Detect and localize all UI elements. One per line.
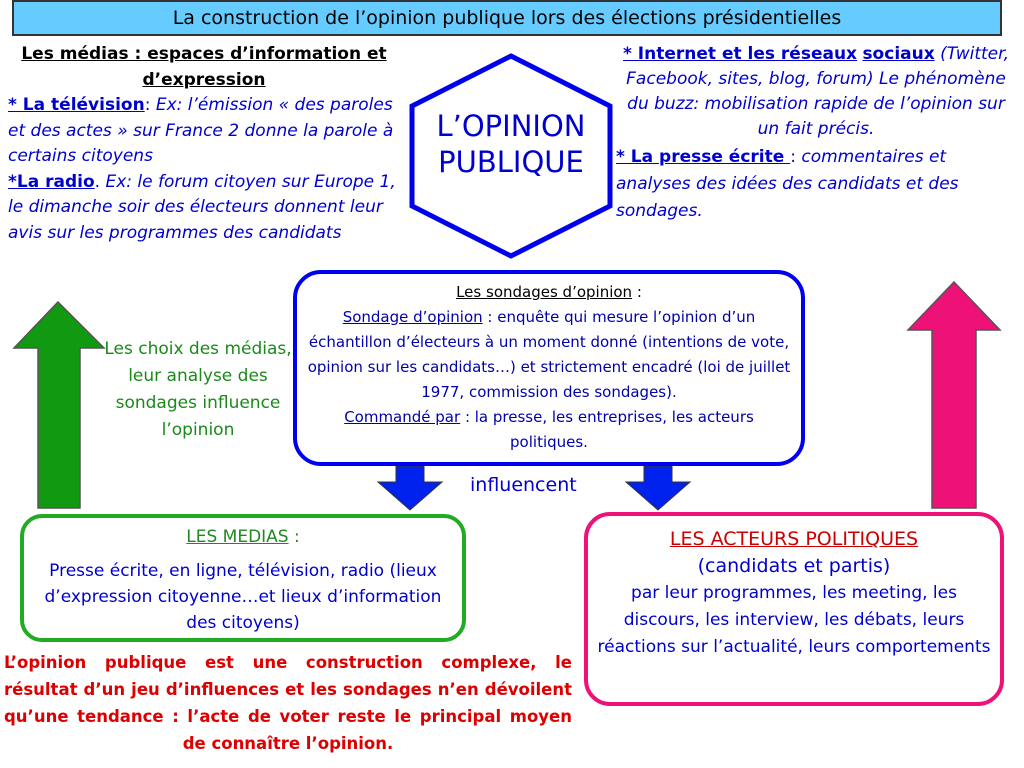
medias-box [20, 514, 466, 642]
green-up-arrow [14, 302, 104, 508]
medias-box-title-line [24, 524, 462, 550]
internet-paragraph [616, 42, 1016, 142]
sondages-def-label: Sondage d’opinion [342, 308, 483, 326]
conclusion-text: L’opinion publique est une construction complexe, le résultat d’un jeu d’influences et les sondages n’en dévoilent qu’une tendance : l’acte de voter reste le principal moyen de connaître l’opinion. [4, 653, 572, 753]
radio-sep: . [94, 171, 101, 192]
acteurs-box [584, 512, 1004, 706]
medias-info-block [8, 42, 400, 246]
blue-down-arrow-right [626, 466, 690, 510]
sondages-heading-line [305, 280, 793, 305]
medias-info-heading: Les médias : espaces d’information et d’expression [21, 44, 387, 90]
sondages-heading: Les sondages d’opinion [456, 283, 633, 301]
radio-label: *La radio [8, 171, 95, 192]
acteurs-box-title: LES ACTEURS POLITIQUES [669, 528, 919, 550]
influencent-label: influencent [470, 474, 577, 496]
sondages-box [293, 270, 805, 466]
sondages-heading-sep: : [632, 283, 642, 301]
internet-label-word: sociaux [862, 44, 935, 64]
presse-text: commentaires et analyses des idées des candidats et des sondages. [616, 147, 959, 221]
opinion-line-1: L’OPINION [436, 109, 586, 143]
internet-info-block [616, 42, 1016, 225]
sondages-cmd-label: Commandé par [344, 408, 461, 426]
medias-box-title: LES MEDIAS [186, 527, 289, 547]
medias-box-title-sep: : [288, 527, 300, 547]
medias-box-text: Presse écrite, en ligne, télévision, radio (lieux d’expression citoyenne…et lieux d’information des citoyens) [44, 561, 442, 633]
sondages-cmd-text: : la presse, les entreprises, les acteurs politiques. [460, 408, 754, 451]
internet-label: * Internet et les réseaux [623, 44, 858, 64]
internet-text: (Twitter, Facebook, sites, blog, forum) Le phénomène du buzz: mobilisation rapide de l’opinion sur un fait précis. [626, 44, 1009, 139]
sondages-definition [305, 305, 793, 405]
television-sep: : [144, 95, 151, 115]
presse-sep: : [790, 147, 796, 167]
opinion-publique-label [403, 108, 619, 180]
sondages-def-text: : enquête qui mesure l’opinion d’un échantillon d’électeurs à un moment donné (intentions de vote, opinion sur les candidats…) et strictement encadré (loi de juillet 1977, commission des sondages). [307, 308, 791, 401]
television-text: Ex: l’émission « des paroles et des actes » sur France 2 donne la parole à certains citoyens [8, 95, 394, 166]
television-label: * La télévision [8, 95, 145, 115]
blue-down-arrow-left [378, 466, 442, 510]
pink-up-arrow [908, 282, 1000, 508]
television-paragraph [8, 93, 400, 170]
acteurs-box-text: par leur programmes, les meeting, les discours, les interview, les débats, leurs réactions sur l’actualité, leurs comportements [597, 583, 991, 657]
opinion-line-2: PUBLIQUE [438, 145, 584, 179]
sondages-commande [305, 405, 793, 455]
acteurs-box-subtitle: (candidats et partis) [697, 555, 891, 577]
influence-note: Les choix des médias, leur analyse des sondages influence l’opinion [104, 339, 292, 440]
presse-label: * La presse écrite [616, 147, 791, 167]
radio-paragraph [8, 170, 400, 247]
radio-text: Ex: le forum citoyen sur Europe 1, le dimanche soir des électeurs donnent leur avis sur les programmes des candidats [8, 171, 396, 243]
presse-paragraph [616, 144, 1016, 225]
page-title: La construction de l’opinion publique lors des élections présidentielles [12, 0, 1002, 36]
